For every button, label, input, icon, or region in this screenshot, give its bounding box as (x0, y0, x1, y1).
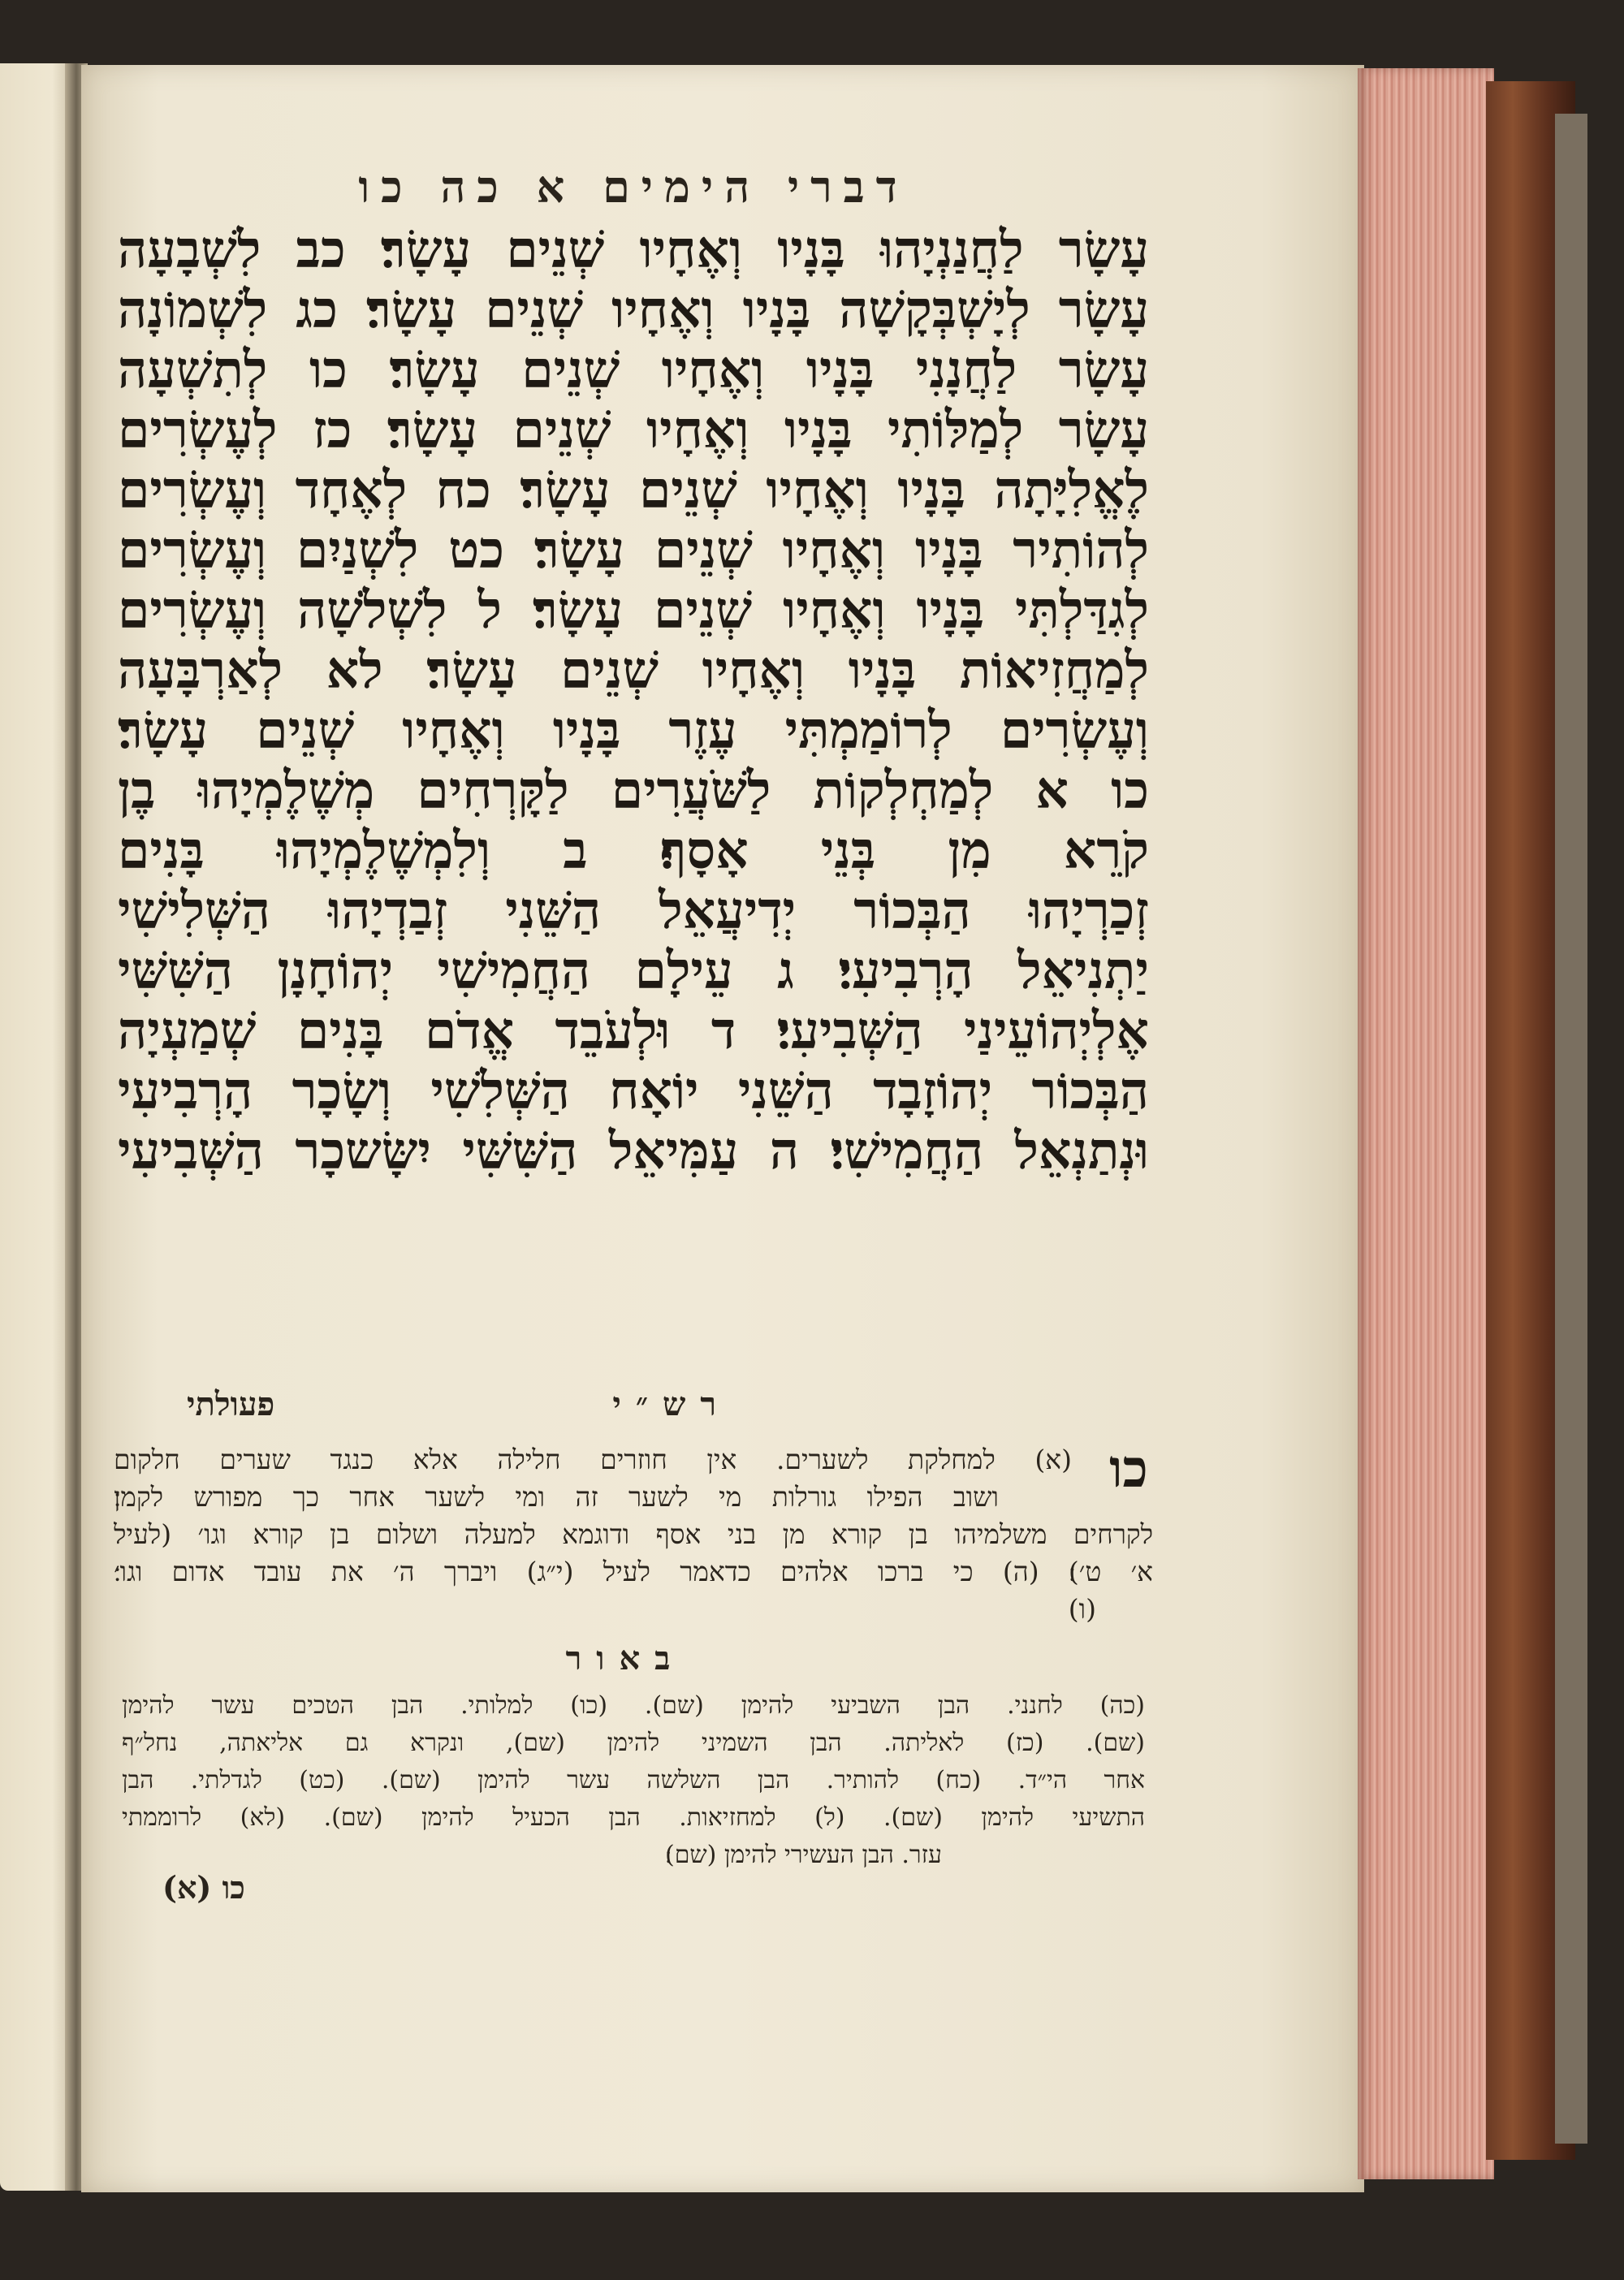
rashi-title: רש״י (612, 1385, 731, 1423)
rashi-commentary (114, 1441, 1153, 1628)
text-line: זְכַרְיָהוּ הַבְּכוֹר יְדִיעֲאֵל הַשֵּׁנִי זְבַדְיָהוּ הַשְּׁלִישִׁי (118, 880, 1149, 940)
biur-header: באור (565, 1639, 685, 1678)
text-line: וּנְתַנְאֵל הַחֲמִישִׁי׃ ה עַמִּיאֵל הַשִּׁשִּׁי יִשָּׂשכָר הַשְּׁבִיעִי (118, 1121, 1149, 1181)
rashi-line: ושוב הפילו גורלות מי לשער זה ומי לשער אחר כך מפורש לקמן׃ (114, 1481, 999, 1513)
rashi-line: א׳ ט׳)׃ (ה) כי ברכו אלהים כדאמר לעיל (י״ג) ויברך ה׳ את עובד אדום וגו׳׃ (114, 1556, 1153, 1587)
left-page-edge (0, 63, 75, 2191)
biur-line: עזר. הבן העשירי להימן (שם)׃ (664, 1841, 942, 1869)
text-line: יַתְנִיאֵל הָרְבִיעִי׃ ג עֵילָם הַחֲמִישִׁי יְהוֹחָנָן הַשִּׁשִּׁי (118, 940, 1149, 1000)
text-line: עָשָׂר לְיָשְׁבְּקָשָׁה בָּנָיו וְאֶחָיו שְׁנֵים עָשָׂר׃ כג לִשְׁמוֹנָה (118, 279, 1149, 339)
biur-line: התשיעי להימן (שם). (ל) למחזיאות. הבן הכעיל להימן (שם). (לא) לרוממתי (122, 1803, 1145, 1832)
text-line: הַבְּכוֹר יְהוֹזָבָד הַשֵּׁנִי יוֹאָח הַשְּׁלִשִׁי וְשָׂכָר הָרְבִיעִי (118, 1060, 1149, 1121)
text-line: לְגִדַּלְתִּי בָּנָיו וְאֶחָיו שְׁנֵים עָשָׂר׃ ל לִשְׁלֹשָׁה וְעֶשְׂרִים (118, 580, 1149, 640)
page-catchword: כו (א) (162, 1869, 245, 1906)
text-line: כו א לְמַחְלְקוֹת לַשֹּׁעֲרִים לַקָּרְחִים מְשֶׁלֶמְיָהוּ בֶן (118, 760, 1149, 820)
text-line: וְעֶשְׂרִים לְרוֹמַמְתִּי עֶזֶר בָּנָיו וְאֶחָיו שְׁנֵים עָשָׂר׃ (118, 700, 1149, 760)
text-line: לְמַחֲזִיאוֹת בָּנָיו וְאֶחָיו שְׁנֵים עָשָׂר׃ לא לְאַרְבָּעָה (118, 640, 1149, 700)
main-text-block (118, 219, 1149, 1181)
text-line: קֹרֵא מִן בְּנֵי אָסָף׃ ב וְלִמְשֶׁלֶמְיָהוּ בָּנִים (118, 820, 1149, 880)
biur-line: אחר הי״ד. (כח) להותיר. הבן השלשה עשר להימן (שם). (כט) לגדלתי. הבן (122, 1766, 1145, 1794)
rashi-catchword: פעולתי (187, 1385, 275, 1423)
cover-edge (1555, 114, 1587, 2144)
biur-commentary (122, 1689, 1145, 1876)
biur-line: (כה) לחנני. הבן השביעי להימן (שם). (כו) למלותי. הבן הטכים עשר להימן (122, 1691, 1145, 1720)
rashi-line: לקרחים משלמיהו בן קורא מן בני אסף ודוגמא למעלה ושלום בן קורא וגו׳ (לעיל (114, 1518, 1153, 1550)
rashi-line: (א) למחלקת לשערים. אין חוזרים חלילה אלא כנגד שערים חלקום (114, 1444, 1072, 1475)
running-head: דברי הימים א כה כו (358, 161, 909, 213)
rashi-line: (ו) (1068, 1593, 1096, 1625)
text-line: עָשָׂר לְמַלּוֹתִי בָּנָיו וְאֶחָיו שְׁנֵים עָשָׂר׃ כז לְעֶשְׂרִים (118, 399, 1149, 460)
text-line: לֶאֱלִיָּתָה בָּנָיו וְאֶחָיו שְׁנֵים עָשָׂר׃ כח לְאֶחָד וְעֶשְׂרִים (118, 460, 1149, 520)
rashi-header (162, 1380, 974, 1429)
text-line: עָשָׂר לַחֲנָנִי בָּנָיו וְאֶחָיו שְׁנֵים עָשָׂר׃ כו לְתִשְׁעָה (118, 339, 1149, 399)
text-line: אֶלְיְהוֹעֵינַי הַשְּׁבִיעִי׃ ד וּלְעֹבֵד אֱדֹם בָּנִים שְׁמַעְיָה (118, 1000, 1149, 1060)
text-line: לְהוֹתִיר בָּנָיו וְאֶחָיו שְׁנֵים עָשָׂר׃ כט לִשְׁנַיִם וְעֶשְׂרִים (118, 520, 1149, 580)
biur-line: (שם). (כז) לאליתה. הבן השמיני להימן (שם), ונקרא גם אליאתה, נחל״ף (122, 1729, 1145, 1757)
text-line: עָשָׂר לַחֲנַנְיָהוּ בָּנָיו וְאֶחָיו שְׁנֵים עָשָׂר׃ כב לִשְׁבָעָה (118, 219, 1149, 279)
page-edges (1358, 68, 1494, 2179)
chapter-mark: כו (1109, 1439, 1148, 1500)
